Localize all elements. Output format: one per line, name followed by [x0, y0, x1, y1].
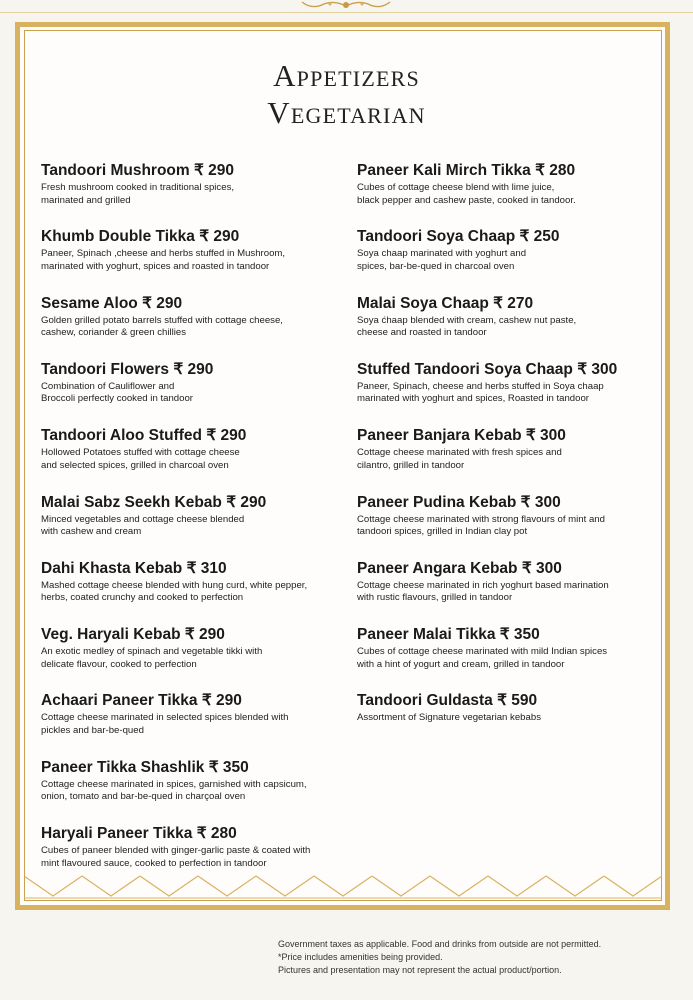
menu-item-price: ₹ 290: [142, 294, 183, 312]
floral-ornament-icon: [300, 0, 392, 10]
menu-item-name: Tandoori Mushroom: [41, 162, 190, 179]
menu-item-description: [357, 447, 657, 472]
menu-item-description: [41, 447, 341, 472]
menu-item-price: ₹ 290: [206, 427, 247, 445]
description-line: marinated with yoghurt, spices and roasted in tandoor: [41, 260, 270, 272]
menu-item: [357, 295, 657, 340]
description-line: pickles and bar-be-qued: [41, 724, 144, 736]
description-line: tandoori spices, grilled in Indian clay pot: [357, 526, 528, 537]
menu-item-name: Tandoori Soya Chaap: [357, 228, 516, 246]
menu-item: [41, 295, 341, 340]
menu-item-price: ₹ 290: [201, 692, 242, 710]
description-line: Soya ćhaap blended with cream, cashew nut paste,: [357, 314, 577, 326]
chevron-mark: [430, 876, 488, 896]
description-line: Cubes of paneer blended with ginger-garlic paste & coated with: [41, 845, 311, 856]
menu-item-price: ₹ 290: [184, 626, 225, 644]
menu-item-price: ₹ 310: [186, 559, 227, 577]
description-line: Hollowed Potatoes stuffed with cottage cheese: [41, 447, 240, 459]
menu-item-description: [41, 248, 341, 273]
menu-item-name: Veg. Haryali Kebab: [41, 626, 181, 644]
menu-item-heading: [41, 295, 341, 313]
menu-item-description: [357, 514, 657, 539]
menu-item-price: ₹ 300: [521, 559, 562, 577]
menu-item: [41, 825, 341, 870]
menu-item: [41, 494, 341, 539]
menu-item-name: Haryali Paneer Tikka: [41, 825, 193, 842]
menu-item-price: ₹ 270: [493, 294, 534, 312]
description-line: Cottage cheese marinated with strong flavours of mint and: [357, 513, 605, 525]
menu-item-description: [41, 646, 341, 671]
menu-item-description: [357, 381, 657, 406]
description-line: Soya chaap marinated with yoghurt and: [357, 248, 527, 260]
description-line: Combination of Cauliflower and: [41, 380, 175, 392]
menu-item-description: [41, 514, 341, 539]
menu-item: [357, 427, 657, 472]
bottom-chevron-band: [24, 874, 662, 900]
description-line: delicate flavour, cooked to perfection: [41, 658, 197, 670]
menu-item: [41, 228, 341, 273]
menu-item-description: [41, 712, 341, 737]
menu-item: [41, 361, 341, 406]
menu-item: [41, 626, 341, 671]
chevron-mark: [546, 876, 604, 896]
menu-item-heading: [357, 361, 657, 379]
description-line: Fresh mushroom cooked in traditional spices,: [41, 182, 235, 193]
chevron-pattern-icon: [24, 874, 662, 900]
menu-item-price: ₹ 280: [196, 825, 237, 842]
description-line: Cubes of cottage cheese blend with lime juice,: [357, 182, 555, 193]
menu-item-heading: [41, 626, 341, 644]
page-title: [0, 57, 693, 131]
menu-item: [357, 162, 657, 207]
menu-item-name: Paneer Kali Mirch Tikka: [357, 162, 531, 179]
menu-item-description: [357, 248, 657, 273]
description-line: black pepper and cashew paste, cooked in tandoor.: [357, 194, 576, 206]
description-line: Golden grilled potato barrels stuffed with cottage cheese,: [41, 314, 283, 326]
menu-item-heading: [357, 626, 657, 644]
description-line: Cottage cheese marinated in selected spices blended with: [41, 712, 289, 724]
menu-item-name: Paneer Tikka Shashlik: [41, 758, 205, 776]
menu-item-description: [357, 646, 657, 671]
description-line: onion, tomato and bar-be-qued in charçoal oven: [41, 791, 246, 803]
menu-item-price: ₹ 590: [497, 692, 538, 710]
menu-item-name: Paneer Pudina Kebab: [357, 493, 517, 511]
menu-item-description: [41, 315, 341, 340]
description-line: Minced vegetables and cottage cheese blended: [41, 513, 245, 525]
menu-item-heading: [41, 361, 341, 379]
description-line: Broccoli perfectly cooked in tandoor: [41, 393, 193, 405]
description-line: with rustic flavours, grilled in tandoor: [357, 592, 513, 604]
menu-item-heading: [41, 162, 341, 180]
description-line: Cubes of cottage cheese marinated with mild Indian spices: [357, 646, 608, 658]
menu-item: [41, 692, 341, 737]
menu-item-description: [357, 182, 657, 207]
title-line-2: Vegetarian: [267, 95, 426, 130]
description-line: spices, bar-be-qued in charcoal oven: [357, 260, 515, 272]
menu-item: [357, 560, 657, 605]
description-line: Cottage cheese marinated in spices, garnished with capsicum,: [41, 778, 307, 790]
menu-item-description: [41, 182, 341, 207]
menu-item-heading: [357, 295, 657, 313]
menu-item-price: ₹ 300: [525, 427, 566, 445]
menu-item-name: Malai Soya Chaap: [357, 294, 489, 312]
description-line: cashew, coriander & green chillies: [41, 327, 187, 339]
menu-item-heading: [41, 427, 341, 445]
description-line: with a hint of yogurt and cream, grilled in tandoor: [357, 658, 565, 670]
menu-item-name: Paneer Banjara Kebab: [357, 427, 522, 445]
menu-item-heading: [41, 759, 341, 777]
menu-item-price: ₹ 300: [577, 360, 618, 378]
menu-item-name: Paneer Angara Kebab: [357, 559, 518, 577]
menu-item-heading: [41, 692, 341, 710]
menu-item-price: ₹ 290: [173, 360, 214, 378]
footer-notes: [278, 938, 678, 977]
menu-item-heading: [41, 494, 341, 512]
footer-line: *Price includes amenities being provided.: [278, 952, 443, 962]
menu-item-price: ₹ 290: [199, 228, 240, 246]
menu-item-name: Sesame Aloo: [41, 294, 138, 312]
top-rule: [0, 12, 693, 13]
description-line: mint flavoured sauce, cooked to perfection in tandoor: [41, 857, 267, 869]
description-line: Cottage cheese marinated in rich yoghurt based marination: [357, 579, 609, 591]
chevron-mark: [488, 876, 546, 896]
menu-item: [41, 427, 341, 472]
menu-item-name: Tandoori Flowers: [41, 360, 170, 378]
menu-item-description: [357, 580, 657, 605]
menu-item: [41, 560, 341, 605]
chevron-mark: [140, 876, 198, 896]
menu-item: [357, 692, 657, 725]
menu-item-name: Stuffed Tandoori Soya Chaap: [357, 360, 573, 378]
menu-item-name: Paneer Malai Tikka: [357, 626, 496, 644]
menu-item-price: ₹ 300: [520, 493, 561, 511]
menu-item: [357, 228, 657, 273]
menu-item-name: Tandoori Guldasta: [357, 692, 493, 710]
menu-item-name: Achaari Paneer Tikka: [41, 692, 198, 710]
menu-item: [41, 162, 341, 207]
menu-item-heading: [357, 228, 657, 246]
menu-item-heading: [41, 825, 341, 843]
description-line: Cottage cheese marinated with fresh spices and: [357, 447, 562, 459]
menu-item-heading: [357, 427, 657, 445]
chevron-mark: [314, 876, 372, 896]
menu-item-description: [41, 779, 341, 804]
chevron-mark: [604, 876, 662, 896]
menu-item-name: Tandoori Aloo Stuffed: [41, 427, 203, 445]
description-line: marinated and grilled: [41, 194, 131, 206]
description-line: An exotic medley of spinach and vegetable tikki with: [41, 646, 263, 658]
menu-item-description: [41, 381, 341, 406]
chevron-mark: [372, 876, 430, 896]
description-line: Paneer, Spinach, cheese and herbs stuffed in Soya chaap: [357, 380, 604, 392]
description-line: with cashew and cream: [41, 526, 142, 537]
description-line: and selected spices, grilled in charcoal oven: [41, 459, 229, 471]
description-line: Mashed cottage cheese blended with hung curd, white pepper,: [41, 579, 308, 591]
menu-item-price: ₹ 350: [499, 626, 540, 644]
menu-item-price: ₹ 290: [194, 162, 235, 179]
menu-item-description: [357, 712, 657, 725]
menu-item-price: ₹ 290: [226, 493, 267, 511]
menu-item: [357, 494, 657, 539]
menu-item-heading: [41, 228, 341, 246]
menu-item-heading: [357, 162, 657, 180]
menu-item-price: ₹ 250: [519, 228, 560, 246]
description-line: cheese and roasted in tandoor: [357, 327, 487, 339]
footer-line: Pictures and presentation may not represent the actual product/portion.: [278, 965, 562, 975]
description-line: herbs, coated crunchy and cooked to perfection: [41, 592, 244, 604]
menu-item-description: [41, 845, 341, 870]
menu-item: [41, 759, 341, 804]
menu-item-heading: [357, 692, 657, 710]
menu-item-description: [357, 315, 657, 340]
menu-item-name: Dahi Khasta Kebab: [41, 559, 183, 577]
title-line-1: Appetizers: [273, 58, 420, 93]
chevron-mark: [256, 876, 314, 896]
menu-item-heading: [41, 560, 341, 578]
description-line: marinated with yoghurt and spices, Roasted in tandoor: [357, 393, 589, 405]
menu-item-price: ₹ 350: [208, 758, 249, 776]
menu-item-description: [41, 580, 341, 605]
chevron-mark: [82, 876, 140, 896]
menu-item-name: Khumb Double Tikka: [41, 228, 195, 246]
chevron-mark: [24, 876, 82, 896]
description-line: Assortment of Signature vegetarian kebabs: [357, 712, 541, 724]
menu-item: [357, 361, 657, 406]
menu-item-heading: [357, 560, 657, 578]
description-line: Paneer, Spinach ,cheese and herbs stuffed in Mushroom,: [41, 248, 286, 260]
menu-item-name: Malai Sabz Seekh Kebab: [41, 493, 222, 511]
menu-item-heading: [357, 494, 657, 512]
menu-item: [357, 626, 657, 671]
chevron-mark: [198, 876, 256, 896]
description-line: cilantro, grilled in tandoor: [357, 459, 465, 471]
footer-line: Government taxes as applicable. Food and drinks from outside are not permitted.: [278, 939, 602, 949]
menu-item-price: ₹ 280: [535, 162, 576, 179]
top-floral-ornament: [300, 0, 392, 10]
